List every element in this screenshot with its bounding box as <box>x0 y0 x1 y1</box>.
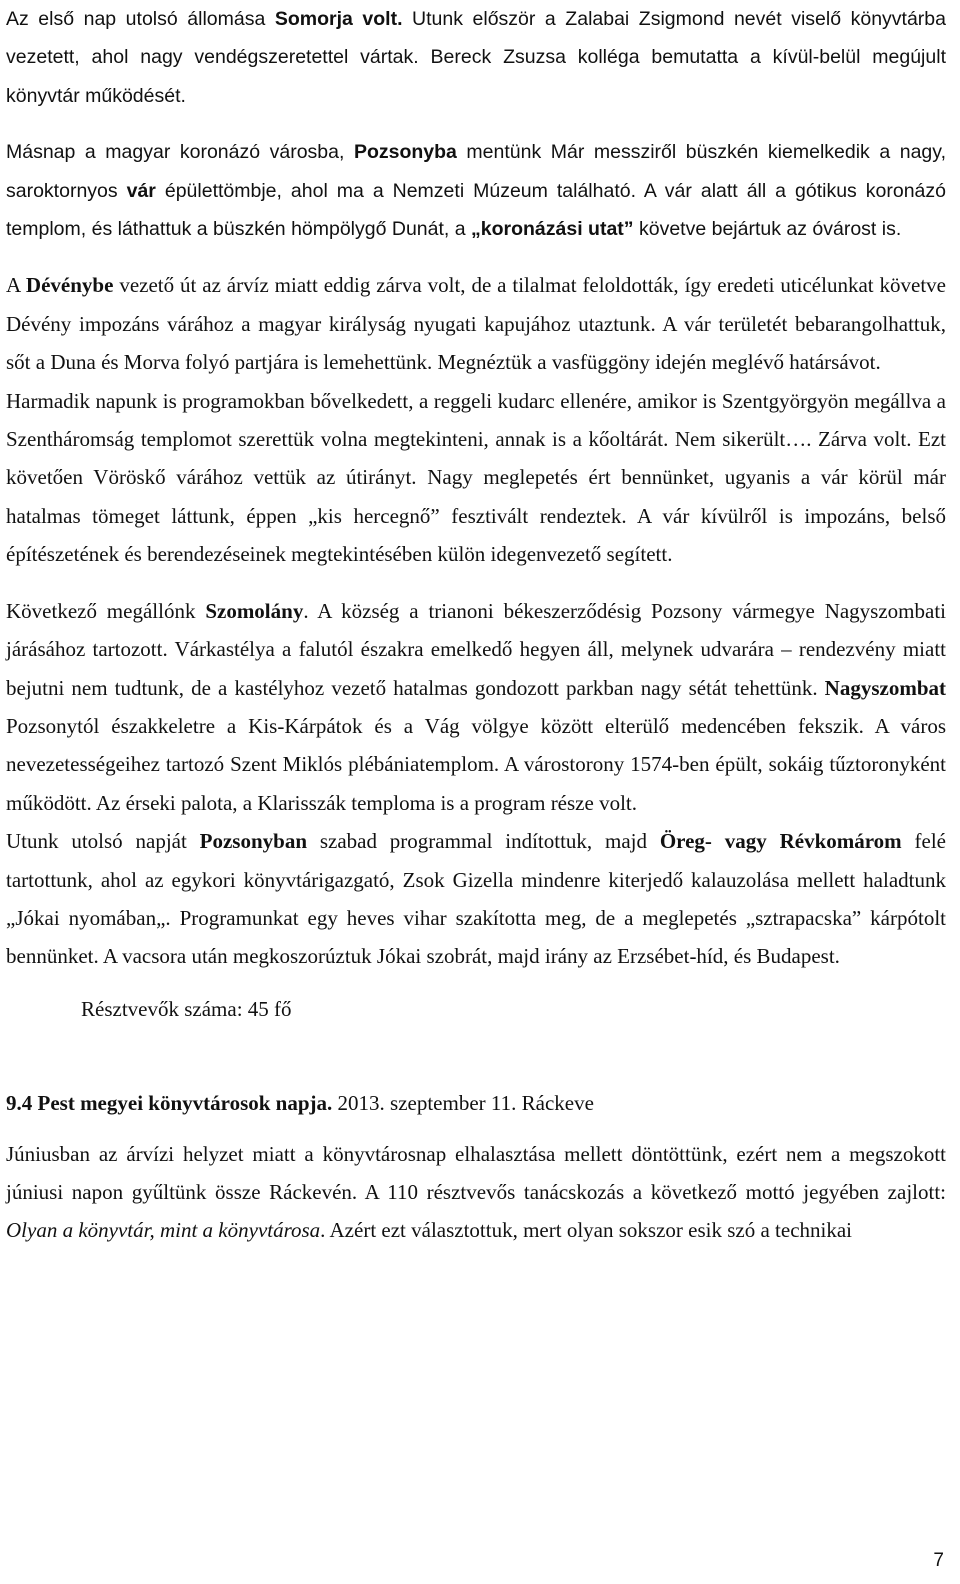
page-number: 7 <box>933 1550 944 1571</box>
text: Pozsonytól északkeletre a Kis-Kárpátok és a Vág völgye között elterülő medencében fekszik. A város nevezetességeihez tartozó Szent Miklós plébániatemplom. A várostorony 1574-ben épült, sokáig tűztoronyként működött. Az érseki palota, a Klarisszák temploma is a program része volt. <box>6 713 946 815</box>
section-heading <box>6 1084 946 1122</box>
place-name-somorja: Somorja volt. <box>274 8 403 30</box>
text: Másnap a magyar koronázó városba, <box>6 141 354 164</box>
place-name-deveny: Dévénybe <box>25 273 114 298</box>
text: Következő megállónk <box>6 598 206 623</box>
paragraph-konyvtarosnap <box>6 1135 946 1250</box>
paragraph-pozsony <box>6 133 946 248</box>
participants-count: Résztvevők száma: 45 fő <box>81 996 292 1021</box>
text: Az első nap utolsó állomása <box>6 8 275 30</box>
place-name-revkomarom: Öreg- vagy Révkomárom <box>659 829 902 854</box>
bold-koronazasi-ut: „koronázási utat” <box>471 218 634 241</box>
text: épülettömbje, ahol ma a Nemzeti Múzeum található. A vár alatt áll a gótikus koronázó templom, és láthattuk a büszkén hömpölygő Dunát, a <box>6 179 946 241</box>
bold-var: vár <box>126 179 156 202</box>
paragraph-utolso-nap <box>6 822 946 976</box>
text: mentünk Már messziről büszkén kiemelkedik a nagy, saroktornyos <box>6 141 946 202</box>
paragraph-harmadik-nap: Harmadik napunk is programokban bővelkedett, a reggeli kudarc ellenére, amikor is Szentgyörgyön megállva a Szentháromság templomot szerettük volna megtekinteni, annak is a kőoltárát. Nem sikerült…. Zárva volt. Ezt követően Vöröskő várához vettük az útirányt. Nagy meglepetés ért bennünket, ugyanis a vár körül már hatalmas tömeget láttunk, éppen „kis hercegnő” fesztivált rendeztek. A vár kívülről is impozáns, belső építészetének és berendezéseinek megtekintésében külön idegenvezető segített. <box>6 388 946 567</box>
motto: Olyan a könyvtár, mint a könyvtárosa <box>6 1218 321 1243</box>
text: szabad programmal indítottuk, majd <box>307 829 660 854</box>
text: Júniusban az árvízi helyzet miatt a könyvtárosnap elhalasztása mellett döntöttünk, ezért nem a megszokott júniusi napon gyűltünk össze Ráckevén. A 110 résztvevős tanácskozás a következő mottó jegyében zajlott: <box>6 1141 946 1204</box>
text: . Azért ezt választottuk, mert olyan sokszor esik szó a technikai <box>320 1218 853 1243</box>
text: Utunk először a Zalabai Zsigmond nevét viselő könyvtárba vezetett, ahol nagy vendégszeretettel vártak. Bereck Zsuzsa kolléga bemutatta a kívül-belül megújult könyvtár működését. <box>6 8 946 107</box>
document-page <box>6 0 946 1250</box>
text: Utunk utolsó napját <box>6 829 200 854</box>
text: A <box>6 273 26 298</box>
place-name-pozsony: Pozsonyba <box>353 141 457 164</box>
section-date-place: 2013. szeptember 11. Ráckeve <box>332 1091 594 1116</box>
text: vezető út az árvíz miatt eddig zárva volt, de a tilalmat feloldották, így eredeti uticélunkat követve Dévény impozáns várához a magyar királyság nyugati kapujához utaztunk. A vár területét bebarangolhattuk, sőt a Duna és Morva folyó partjára is lemehettünk. Megnéztük a vasfüggöny idején meglévő határsávot. <box>6 273 946 375</box>
paragraph-deveny <box>6 266 946 381</box>
text: felé tartottunk, ahol az egykori könyvtárigazgató, Zsok Gizella mindenre kiterjedő kalauzolása mellett haladtunk „Jókai nyomában„. Programunkat egy heves vihar szakította meg, de a meglepetés „sztrapacska” kárpótolt bennünket. A vacsora után megkoszorúztuk Jókai szobrát, majd irány az Erzsébet-híd, és Budapest. <box>6 829 946 969</box>
text: követve bejártuk az óvárost is. <box>633 218 902 241</box>
paragraph-szomolany <box>6 592 946 822</box>
place-name-nagyszombat: Nagyszombat <box>824 675 946 700</box>
paragraph-somorja <box>6 0 946 115</box>
text: . A község a trianoni békeszerződésig Pozsony vármegye Nagyszombati járásához tartozott. Várkastélya a falutól északra emelkedő hegyen áll, melynek udvarára – rendezvény miatt bejutni nem tudtunk, de a kastélyhoz vezető hatalmas gondozott parkban nagy sétát tehettünk. <box>6 598 947 700</box>
section-title: 9.4 Pest megyei könyvtárosok napja. <box>6 1091 333 1116</box>
place-name-szomolany: Szomolány <box>205 598 304 623</box>
place-name-pozsonyban: Pozsonyban <box>199 829 307 854</box>
